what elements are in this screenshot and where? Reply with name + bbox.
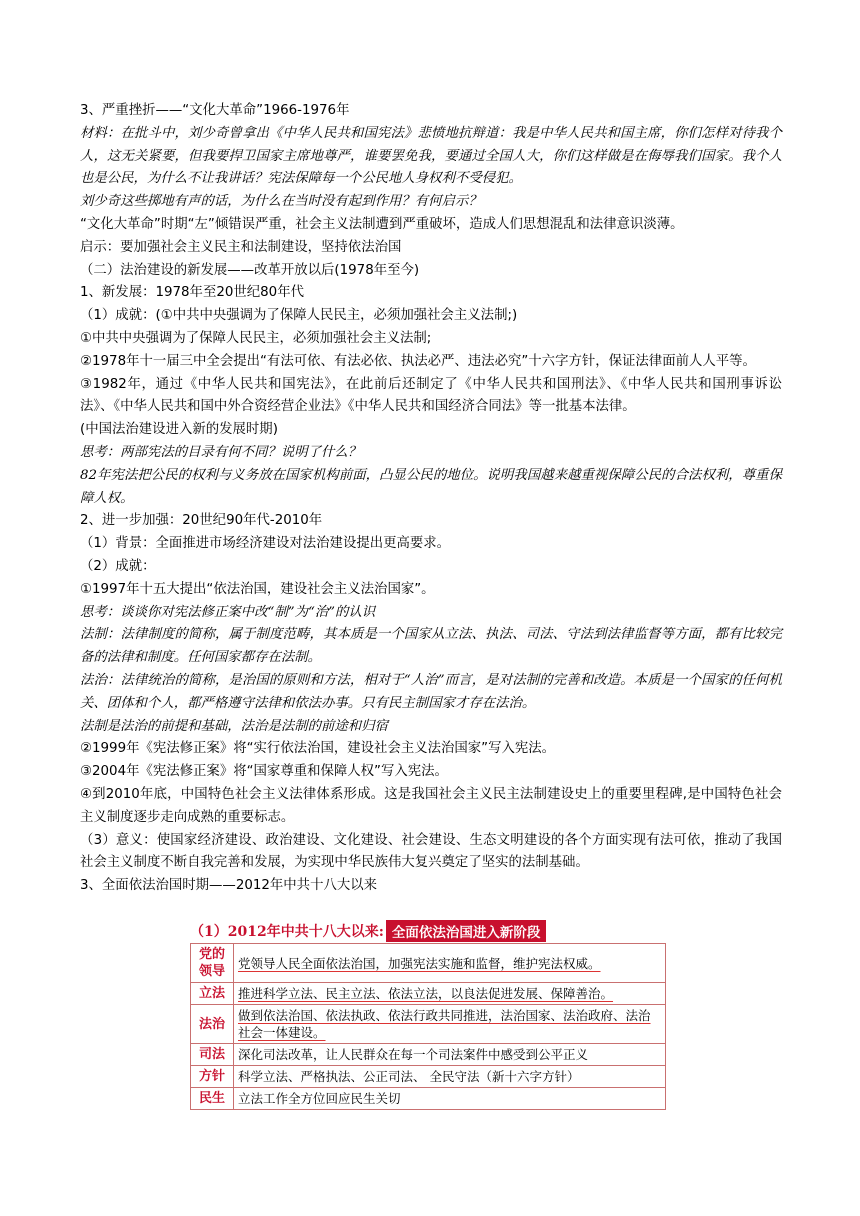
achievement-2: ②1978年十一届三中全会提出“有法可依、有法必依、执法必严、违法必究”十六字方针，保证法律面前人人平等。	[80, 353, 756, 369]
row-key: 法治	[191, 1005, 234, 1044]
document-body	[80, 100, 782, 898]
item-1997: ①1997年十五大提出“依法治国，建设社会主义法治国家”。	[80, 581, 435, 597]
row-value-text: 推进科学立法、民主立法、依法立法，以良法促进发展、保障善治。	[238, 986, 614, 1001]
answer-82-constitution: 82年宪法把公民的权利与义务放在国家机构前面，凸显公民的地位。说明我国越来越重视保障公民的合法权利，尊重保障人权。	[80, 467, 782, 506]
rule-of-law-table-image	[190, 920, 670, 1110]
row-key: 司法	[191, 1044, 234, 1066]
table-row	[191, 1088, 666, 1110]
row-value: 立法工作全方位回应民生关切	[234, 1088, 666, 1110]
row-value	[234, 983, 666, 1005]
achievements-heading-2: （2）成就：	[80, 558, 156, 574]
relation-line: 法制是法治的前提和基础，法治是法制的前途和归宿	[80, 718, 388, 734]
rule-of-law-table	[190, 943, 666, 1110]
definition-fazhi-rule: 法治：法律统治的简称，是治国的原则和方法，相对于“人治”而言，是对法制的完善和改造。本质是一个国家的任何机关、团体和个人，都严格遵守法律和依法办事。只有民主制国家才存在法治。	[80, 672, 782, 711]
section-new-development: （二）法治建设的新发展——改革开放以后(1978年至今)	[80, 262, 420, 278]
table-row	[191, 1005, 666, 1044]
table-row	[191, 944, 666, 983]
heading-1990s-2010: 2、进一步加强：20世纪90年代-2010年	[80, 513, 323, 529]
new-period-note: (中国法治建设进入新的发展时期)	[80, 422, 278, 438]
row-value-text: 做到依法治国、依法执政、依法行政共同推进，法治国家、法治政府、法治社会一体建设。	[238, 1008, 651, 1040]
heading-1978-1980s: 1、新发展：1978年至20世纪80年代	[80, 285, 304, 301]
row-value: 科学立法、严格执法、公正司法、 全民守法（新十六字方针）	[234, 1066, 666, 1088]
item-2004: ③2004年《宪法修正案》将“国家尊重和保障人权”写入宪法。	[80, 764, 448, 780]
achievements-line: （1）成就：(①中共中央强调为了保障人民民主，必须加强社会主义法制;)	[80, 308, 518, 324]
row-key: 立法	[191, 983, 234, 1005]
table-title	[190, 920, 670, 942]
table-row	[191, 1066, 666, 1088]
row-key: 民生	[191, 1088, 234, 1110]
question-zhi: 思考：谈谈你对宪法修正案中改“制”为“治”的认识	[80, 604, 376, 620]
row-value: 深化司法改革，让人民群众在每一个司法案件中感受到公平正义	[234, 1044, 666, 1066]
inspiration-line: 启示：要加强社会主义民主和法制建设，坚持依法治国	[80, 239, 402, 255]
row-key: 方针	[191, 1066, 234, 1088]
heading-setback: 3、严重挫折——“文化大革命”1966-1976年	[80, 103, 350, 118]
table-title-red: （1）2012年中共十八大以来:	[190, 924, 384, 940]
row-value	[234, 944, 666, 983]
question-liu: 刘少奇这些掷地有声的话，为什么在当时没有起到作用？有何启示？	[80, 194, 482, 210]
heading-2012: 3、全面依法治国时期——2012年中共十八大以来	[80, 878, 378, 894]
material-paragraph: 材料：在批斗中，刘少奇曾拿出《中华人民共和国宪法》悲愤地抗辩道：我是中华人民共和国主席，你们怎样对待我个人，这无关紧要，但我要捍卫国家主席地尊严，谁要罢免我，要通过全国人大，你们这样做是在侮辱我们国家。我个人也是公民，为什么不让我讲话？宪法保障每一个公民地人身权利不受侵犯。	[80, 125, 782, 187]
question-constitutions: 思考：两部宪法的目录有何不同？说明了什么？	[80, 444, 362, 460]
definition-fazhi-system: 法制：法律制度的简称，属于制度范畴，其本质是一个国家从立法、执法、司法、守法到法律监督等方面，都有比较完备的法律和制度。任何国家都存在法制。	[80, 627, 782, 666]
row-value-text: 党领导人民全面依法治国，加强宪法实施和监督，维护宪法权威。	[238, 955, 601, 971]
item-1999: ②1999年《宪法修正案》将“实行依法治国，建设社会主义法治国家”写入宪法。	[80, 741, 556, 757]
answer-cultural-revolution: “文化大革命”时期“左”倾错误严重，社会主义法制遭到严重破坏，造成人们思想混乱和法律意识淡薄。	[80, 216, 684, 232]
background-line: （1）背景：全面推进市场经济建设对法治建设提出更高要求。	[80, 536, 451, 552]
table-title-box: 全面依法治国进入新阶段	[386, 920, 547, 942]
table-row	[191, 1044, 666, 1066]
item-2010: ④到2010年底，中国特色社会主义法律体系形成。这是我国社会主义民主法制建设史上的重要里程碑,是中国特色社会主义制度逐步走向成熟的重要标志。	[80, 786, 782, 825]
achievement-3: ③1982年，通过《中华人民共和国宪法》，在此前后还制定了《中华人民共和国刑法》、《中华人民共和国刑事诉讼法》、《中华人民共和国中外合资经营企业法》《中华人民共和国经济合同法》等一批基本法律。	[80, 376, 782, 415]
significance-line: （3）意义：使国家经济建设、政治建设、文化建设、社会建设、生态文明建设的各个方面实现有法可依，推动了我国社会主义制度不断自我完善和发展，为实现中华民族伟大复兴奠定了坚实的法制基础。	[80, 832, 782, 871]
achievement-1: ①中共中央强调为了保障人民民主，必须加强社会主义法制;	[80, 330, 432, 346]
table-row	[191, 983, 666, 1005]
row-value	[234, 1005, 666, 1044]
row-key: 党的领导	[191, 944, 234, 983]
